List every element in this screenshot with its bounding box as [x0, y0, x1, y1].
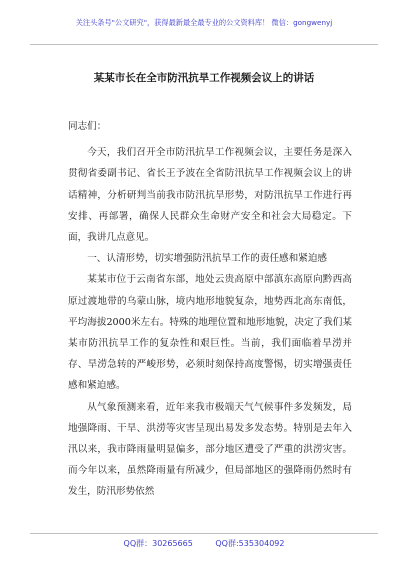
header-banner: 关注头条号"公文研究"，获得最新最全最专业的公文资料库！ 微信：gongwenyj — [75, 18, 333, 27]
footer — [0, 538, 408, 549]
salutation: 同志们： — [68, 121, 107, 132]
paragraph-geography: 某某市位于云南省东部，地处云贵高原中部滇东高原向黔西高原过渡地带的乌蒙山脉，境内地形地貌复杂，地势西北高东南低，平均海拔2000米左右。特殊的地理位置和地形地貌，决定了我们某某市防汛抗旱工作的复杂性和艰巨性。当前，我们面临着旱涝并存、旱涝急转的严峻形势，必须时刻保持高度警惕，切实增强责任感和紧迫感。 — [68, 274, 352, 392]
paragraph-weather: 从气象预测来看，近年来我市极端天气气候事件多发频发，局地强降雨、干旱、洪涝等灾害呈现出易发多发态势。特别是去年入汛以来，我市降雨量明显偏多，部分地区遭受了严重的洪涝灾害。而今年以来，虽然降雨量有所减少，但局部地区的强降雨仍然时有发生，防汛形势依然 — [68, 401, 352, 498]
paragraph-intro: 今天，我们召开全市防汛抗旱工作视频会议，主要任务是深入贯彻省委副书记、省长王予波在全省防汛抗旱工作视频会议上的讲话精神，分析研判当前我市防汛抗旱形势，对防汛抗旱工作进行再安排、再部署，确保人民群众生命财产安全和社会大局稳定。下面，我讲几点意见。 — [68, 147, 352, 244]
document-title: 某某市长在全市防汛抗旱工作视频会议上的讲话 — [93, 72, 315, 84]
footer-qq-group-1: QQ群：30265665 — [123, 539, 193, 548]
document-body — [68, 116, 352, 503]
footer-qq-group-2: QQ群:535304092 — [215, 539, 285, 548]
footer-divider — [30, 533, 378, 534]
section-heading-1: 一、认清形势，切实增强防汛抗旱工作的责任感和紧迫感 — [87, 253, 328, 265]
header-divider — [30, 44, 378, 45]
